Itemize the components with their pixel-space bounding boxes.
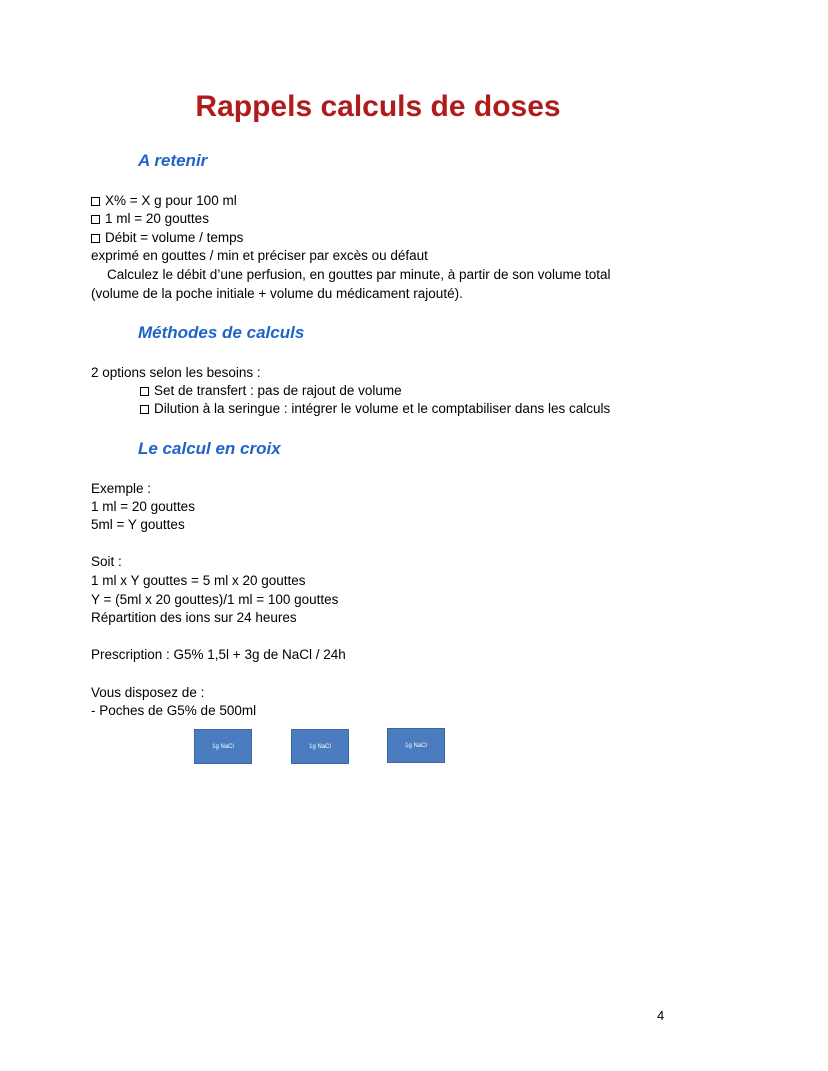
checkbox-bullet-icon xyxy=(91,197,100,206)
text-line: exprimé en gouttes / min et préciser par excès ou défaut xyxy=(91,248,428,263)
text-line: Soit : xyxy=(91,554,122,569)
text-line: Prescription : G5% 1,5l + 3g de NaCl / 24h xyxy=(91,647,346,662)
page-title: Rappels calculs de doses xyxy=(195,90,561,123)
page-number: 4 xyxy=(657,1008,665,1023)
text-line: (volume de la poche initiale + volume du médicament rajouté). xyxy=(91,286,463,301)
checkbox-bullet-icon xyxy=(140,387,149,396)
text-line: 5ml = Y gouttes xyxy=(91,517,185,532)
text-line: Vous disposez de : xyxy=(91,685,205,700)
bullet-item: 1 ml = 20 gouttes xyxy=(91,210,209,228)
bullet-item: Set de transfert : pas de rajout de volume xyxy=(140,382,402,400)
checkbox-bullet-icon xyxy=(140,405,149,414)
text-line: - Poches de G5% de 500ml xyxy=(91,703,257,718)
text-line: 1 ml x Y gouttes = 5 ml x 20 gouttes xyxy=(91,573,306,588)
bullet-item: Débit = volume / temps xyxy=(91,229,243,247)
heading-calcul-croix: Le calcul en croix xyxy=(138,439,281,458)
text-line: 2 options selon les besoins : xyxy=(91,365,261,380)
text-line: Exemple : xyxy=(91,481,152,496)
checkbox-bullet-icon xyxy=(91,215,100,224)
nacl-box: 1g NaCl xyxy=(291,729,349,764)
checkbox-bullet-icon xyxy=(91,234,100,243)
text-line: Répartition des ions sur 24 heures xyxy=(91,610,297,625)
bullet-item: X% = X g pour 100 ml xyxy=(91,192,237,210)
text-line: 1 ml = 20 gouttes xyxy=(91,499,195,514)
nacl-box: 1g NaCl xyxy=(387,728,445,763)
text-line: Calculez le débit d’une perfusion, en gouttes par minute, à partir de son volume total xyxy=(107,267,611,282)
text-line: Y = (5ml x 20 gouttes)/1 ml = 100 gouttes xyxy=(91,592,339,607)
bullet-item: Dilution à la seringue : intégrer le volume et le comptabiliser dans les calculs xyxy=(140,400,610,418)
nacl-box: 1g NaCl xyxy=(194,729,252,764)
heading-a-retenir: A retenir xyxy=(138,151,208,170)
heading-methodes: Méthodes de calculs xyxy=(138,323,305,342)
